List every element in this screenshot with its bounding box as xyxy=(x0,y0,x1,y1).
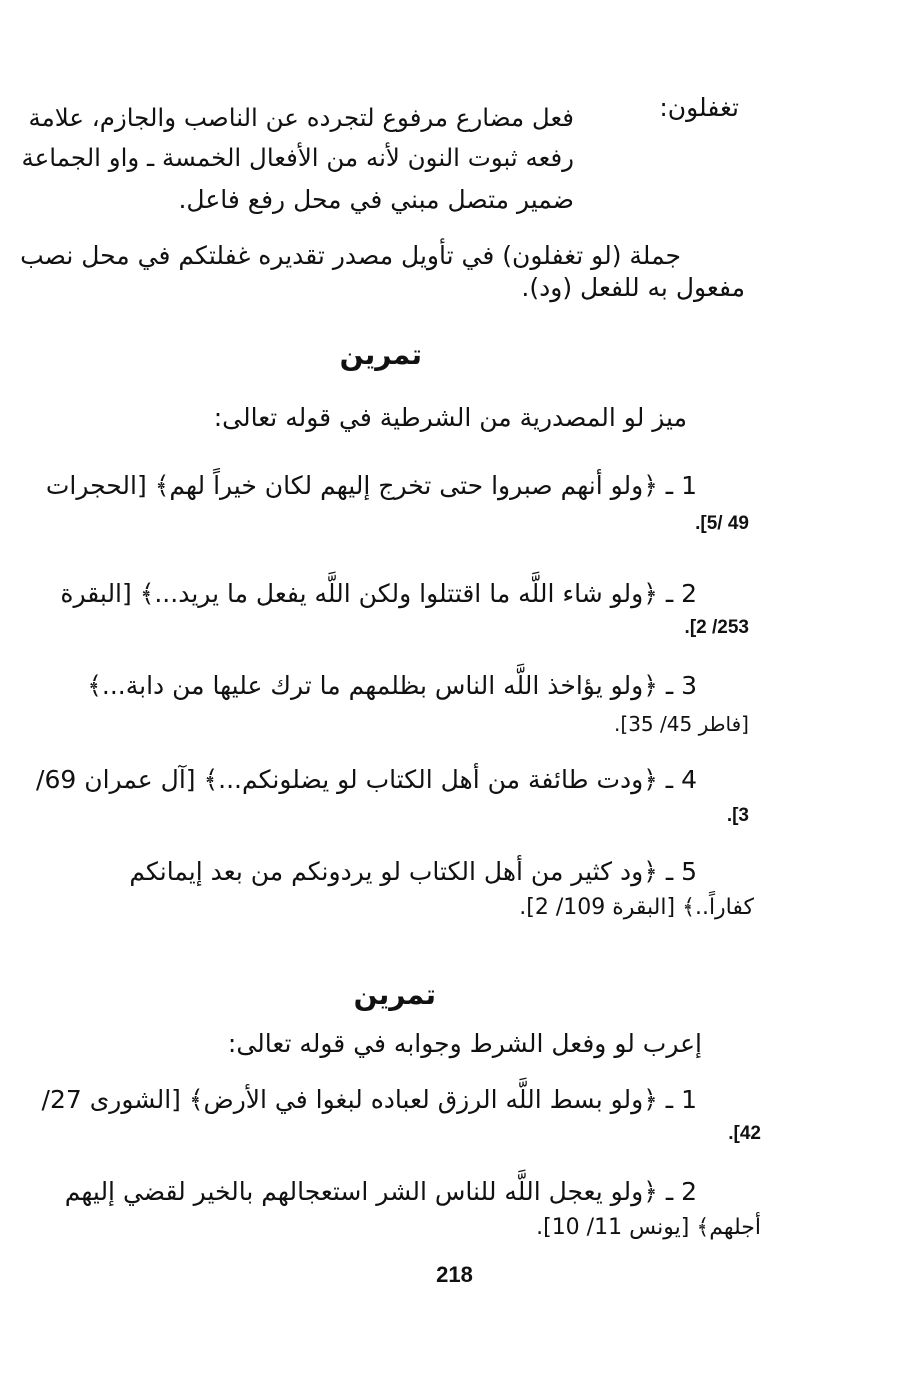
exercise-2-item-2-line-1: 2 ـ ﴿ولو يعجل اللَّه للناس الشر استعجالهم بالخير لقضي إليهم xyxy=(64,1177,697,1206)
exercise-1-item-4-line-2: 3]. xyxy=(726,805,749,826)
term-definition-line-1: فعل مضارع مرفوع لتجرده عن الناصب والجازم، علامة xyxy=(28,103,574,132)
exercise-1-item-1-line-1: 1 ـ ﴿ولو أنهم صبروا حتى تخرج إليهم لكان خيراً لهم﴾ [الحجرات xyxy=(45,471,697,500)
exercise-2-item-2-line-2: أجلهم﴾ [يونس 11/ 10]. xyxy=(536,1215,761,1240)
exercise-1-item-3-line-1: 3 ـ ﴿ولو يؤاخذ اللَّه الناس بظلمهم ما ترك عليها من دابة...﴾ xyxy=(87,671,697,700)
exercise-1-item-2-line-2: 253/ 2]. xyxy=(684,617,749,638)
exercise-1-item-3-line-2: [فاطر 45/ 35]. xyxy=(614,712,749,736)
term-definition-line-3: ضمير متصل مبني في محل رفع فاعل. xyxy=(178,185,574,214)
exercise-2-item-1-line-2: 42]. xyxy=(728,1123,761,1144)
exercise-1-title: تمرين xyxy=(339,338,422,371)
exercise-1-item-1-line-2: 49 /5]. xyxy=(695,513,749,534)
exercise-2-title: تمرين xyxy=(353,978,436,1011)
exercise-1-item-5-line-1: 5 ـ ﴿ود كثير من أهل الكتاب لو يردونكم من بعد إيمانكم xyxy=(129,857,697,886)
exercise-1-instruction: ميز لو المصدرية من الشرطية في قوله تعالى: xyxy=(213,403,687,432)
term-label: تغفلون: xyxy=(659,93,739,122)
exercise-2-item-1-line-1: 1 ـ ﴿ولو بسط اللَّه الرزق لعباده لبغوا في الأرض﴾ [الشورى 27/ xyxy=(41,1085,697,1114)
exercise-1-item-5-line-2: كفاراً..﴾ [البقرة 109/ 2]. xyxy=(519,895,754,920)
exercise-2-instruction: إعرب لو وفعل الشرط وجوابه في قوله تعالى: xyxy=(227,1029,702,1058)
sentence-analysis-line-1: جملة (لو تغفلون) في تأويل مصدر تقديره غفلتكم في محل نصب xyxy=(20,241,681,270)
sentence-analysis-line-2: مفعول به للفعل (ود). xyxy=(521,273,745,302)
page-number: 218 xyxy=(436,1262,473,1287)
exercise-1-item-2-line-1: 2 ـ ﴿ولو شاء اللَّه ما اقتتلوا ولكن اللَّه يفعل ما يريد...﴾ [البقرة xyxy=(60,579,697,608)
exercise-1-item-4-line-1: 4 ـ ﴿ودت طائفة من أهل الكتاب لو يضلونكم...﴾ [آل عمران 69/ xyxy=(36,765,697,794)
term-definition-line-2: رفعه ثبوت النون لأنه من الأفعال الخمسة ـ واو الجماعة xyxy=(21,143,574,172)
